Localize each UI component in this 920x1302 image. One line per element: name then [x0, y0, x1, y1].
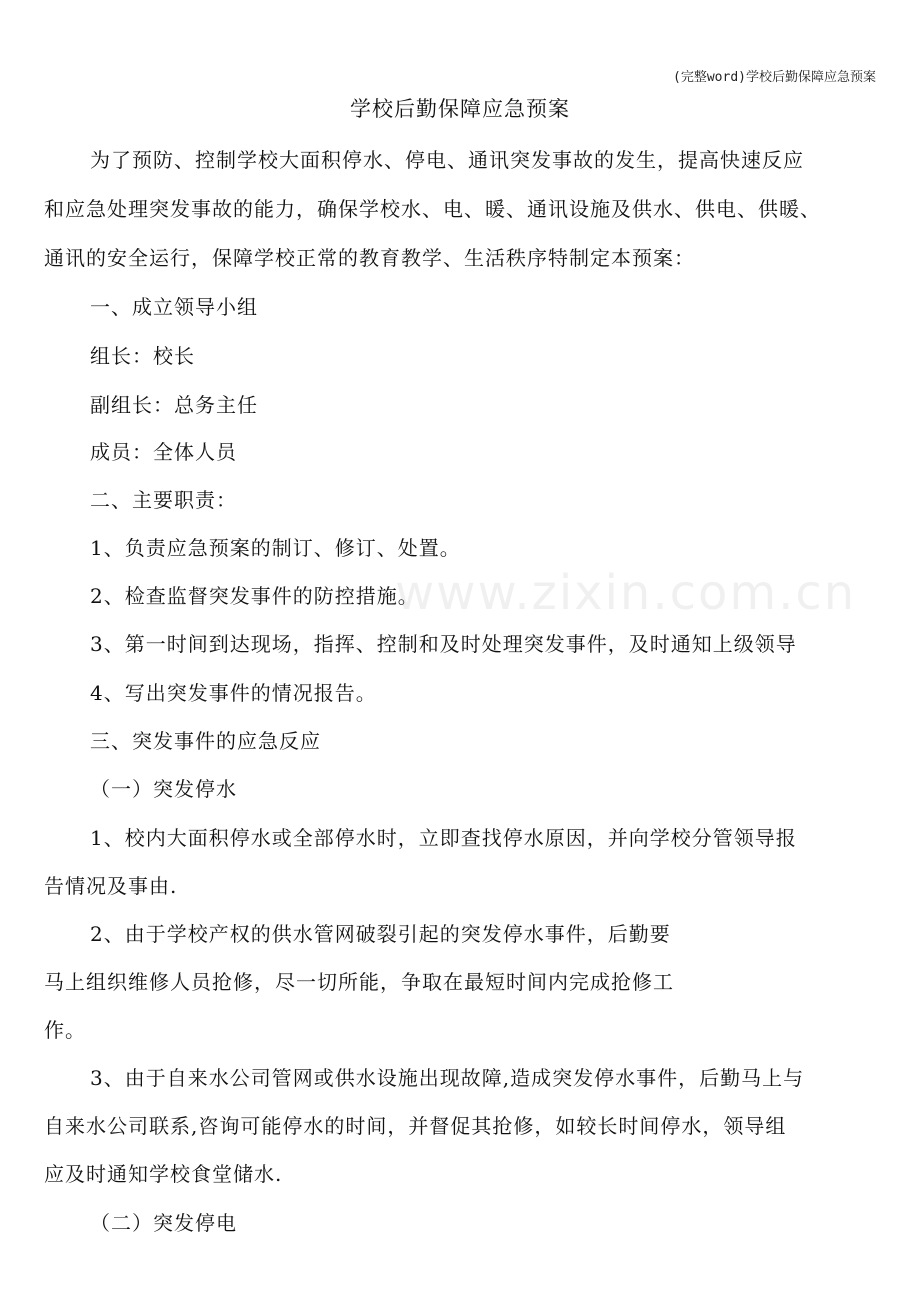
paragraph-line: 为了预防、控制学校大面积停水、停电、通讯突发事故的发生，提高快速反应: [90, 148, 804, 172]
list-item: 4、写出突发事件的情况报告。: [90, 681, 377, 705]
list-item: 2、检查监督突发事件的防控措施。: [90, 584, 419, 608]
subsection-heading: （二）突发停电: [90, 1211, 237, 1235]
section-heading: 三、突发事件的应急反应: [90, 729, 321, 753]
document-title: 学校后勤保障应急预案: [350, 97, 570, 121]
paragraph-line: 自来水公司联系,咨询可能停水的时间，并督促其抢修，如较长时间停水，领导组: [44, 1114, 787, 1138]
paragraph-line: 应及时通知学校食堂储水.: [44, 1162, 283, 1186]
running-header: (完整word)学校后勤保障应急预案: [673, 70, 876, 85]
paragraph-line: 组长：校长: [90, 344, 195, 368]
list-item: 1、校内大面积停水或全部停水时，立即查找停水原因，并向学校分管领导报: [90, 826, 797, 850]
paragraph-line: 通讯的安全运行，保障学校正常的教育教学、生活秩序特制定本预案：: [44, 246, 695, 270]
list-item: 2、由于学校产权的供水管网破裂引起的突发停水事件，后勤要: [90, 922, 671, 946]
subsection-heading: （一）突发停水: [90, 777, 237, 801]
list-item: 3、第一时间到达现场，指挥、控制和及时处理突发事件，及时通知上级领导: [90, 632, 797, 656]
section-heading: 一、成立领导小组: [90, 295, 258, 319]
list-item: 1、负责应急预案的制订、修订、处置。: [90, 536, 461, 560]
paragraph-line: 作。: [44, 1018, 86, 1042]
section-heading: 二、主要职责：: [90, 488, 237, 512]
paragraph-line: 成员：全体人员: [90, 440, 237, 464]
list-item: 3、由于自来水公司管网或供水设施出现故障,造成突发停水事件，后勤马上与: [90, 1066, 805, 1090]
paragraph-line: 马上组织维修人员抢修，尽一切所能，争取在最短时间内完成抢修工: [44, 970, 674, 994]
paragraph-line: 副组长：总务主任: [90, 393, 258, 417]
paragraph-line: 和应急处理突发事故的能力，确保学校水、电、暖、通讯设施及供水、供电、供暖、: [44, 197, 821, 221]
watermark: www.zixin.com.cn: [395, 565, 857, 621]
paragraph-line: 告情况及事由.: [44, 874, 178, 898]
